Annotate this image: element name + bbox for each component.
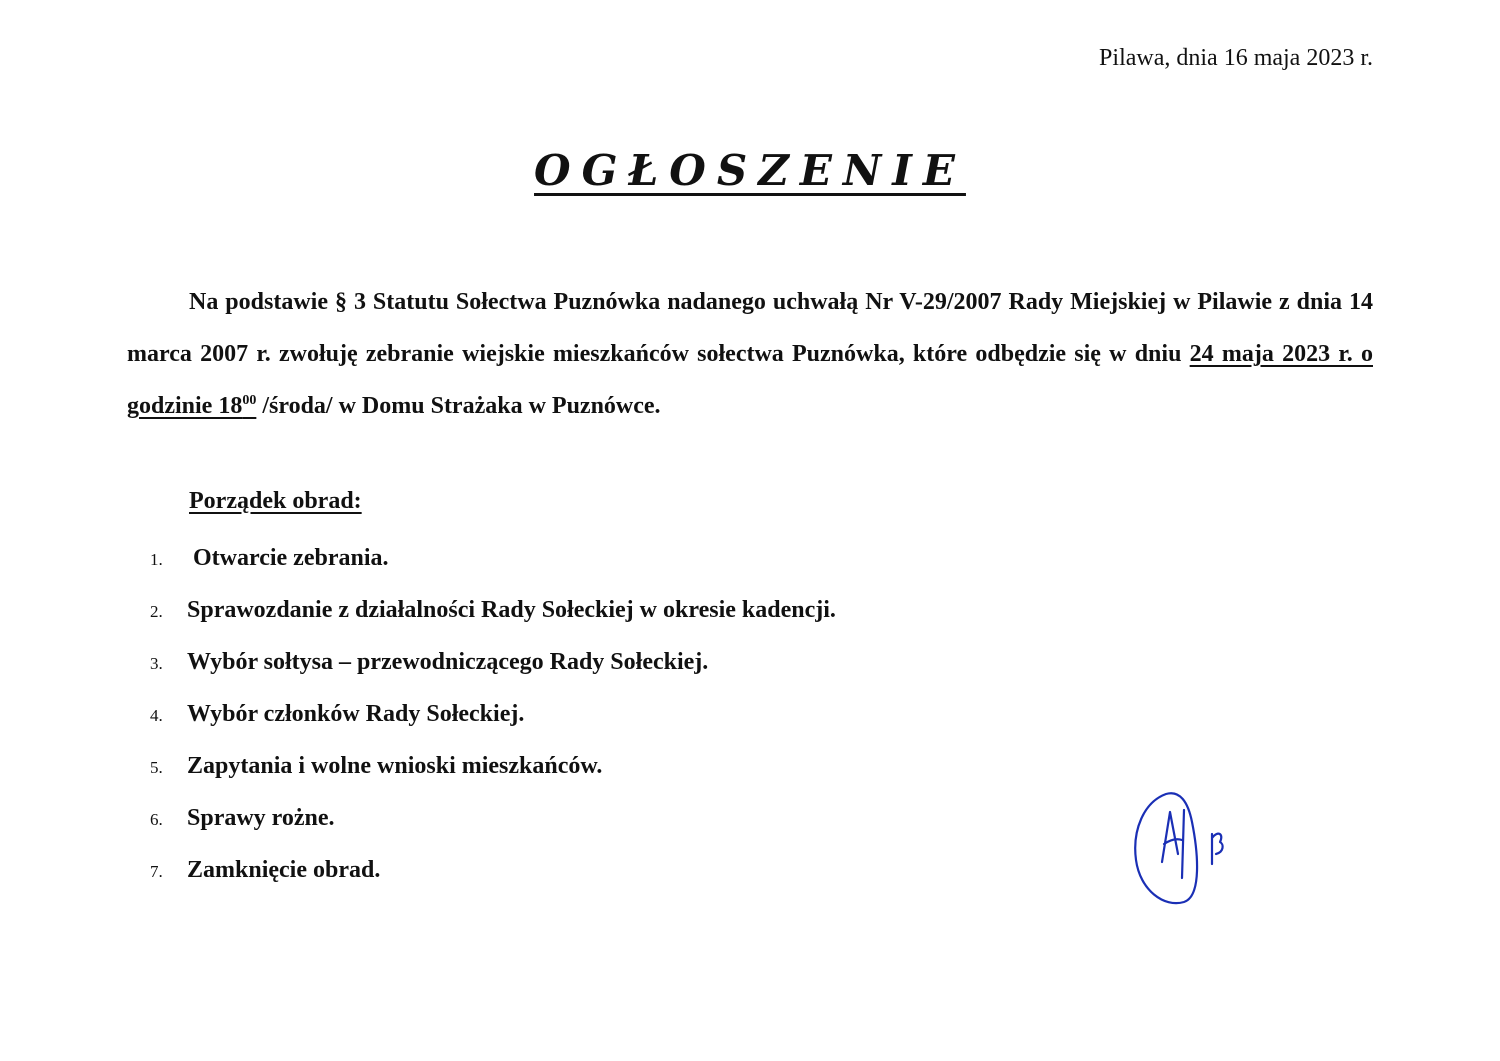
signature-letter-a [1162,812,1182,862]
handwritten-signature [1126,782,1246,912]
agenda-item-number: 2. [150,602,163,621]
body-part2: /środa/ w Domu Strażaka w Puznówce. [256,393,661,419]
agenda-item-number: 5. [150,758,163,777]
date-line: Pilawa, dnia 16 maja 2023 r. [1099,45,1373,71]
signature-loop [1135,793,1197,903]
agenda-item-text: Sprawy rożne. [187,805,335,831]
agenda-item [150,692,836,744]
agenda-item-number: 1. [150,550,163,569]
agenda-item [150,744,836,796]
agenda-item-text: Wybór członków Rady Sołeckiej. [187,701,525,727]
announcement-body [127,276,1373,432]
agenda-item-number: 4. [150,706,163,725]
agenda-heading: Porządek obrad: [189,488,362,514]
agenda-item-number: 3. [150,654,163,673]
agenda-item [150,640,836,692]
agenda-item [150,848,836,900]
signature-stroke [1182,810,1184,878]
document-title [0,146,1500,195]
agenda-item-text: Zamknięcie obrad. [187,857,381,883]
agenda-item-number: 6. [150,810,163,829]
agenda-item-text: Zapytania i wolne wnioski mieszkańców. [187,753,603,779]
body-part1: Na podstawie § 3 Statutu Sołectwa Puznówka nadanego uchwałą Nr V-29/2007 Rady Miejskiej w Pilawie z dnia 14 marca 2007 r. zwołuję zebranie wiejskie mieszkańców sołectwa Puznówka, które odbędzie się w dniu [127,289,1373,367]
agenda-item-number: 7. [150,862,163,881]
agenda-item [150,796,836,848]
agenda-item-text: Otwarcie zebrania. [193,545,389,571]
document-title-text: OGŁOSZENIE [534,146,966,195]
agenda-item [150,588,836,640]
signature-flourish [1212,834,1223,864]
agenda-item-text: Sprawozdanie z działalności Rady Sołeckiej w okresie kadencji. [187,597,836,623]
agenda-item [150,536,836,588]
agenda-item-text: Wybór sołtysa – przewodniczącego Rady Sołeckiej. [187,649,709,675]
meeting-date-text: 24 maja 2023 r. o godzinie 18 [127,341,1373,419]
meeting-minutes: 00 [242,393,257,408]
agenda-list [150,536,836,900]
